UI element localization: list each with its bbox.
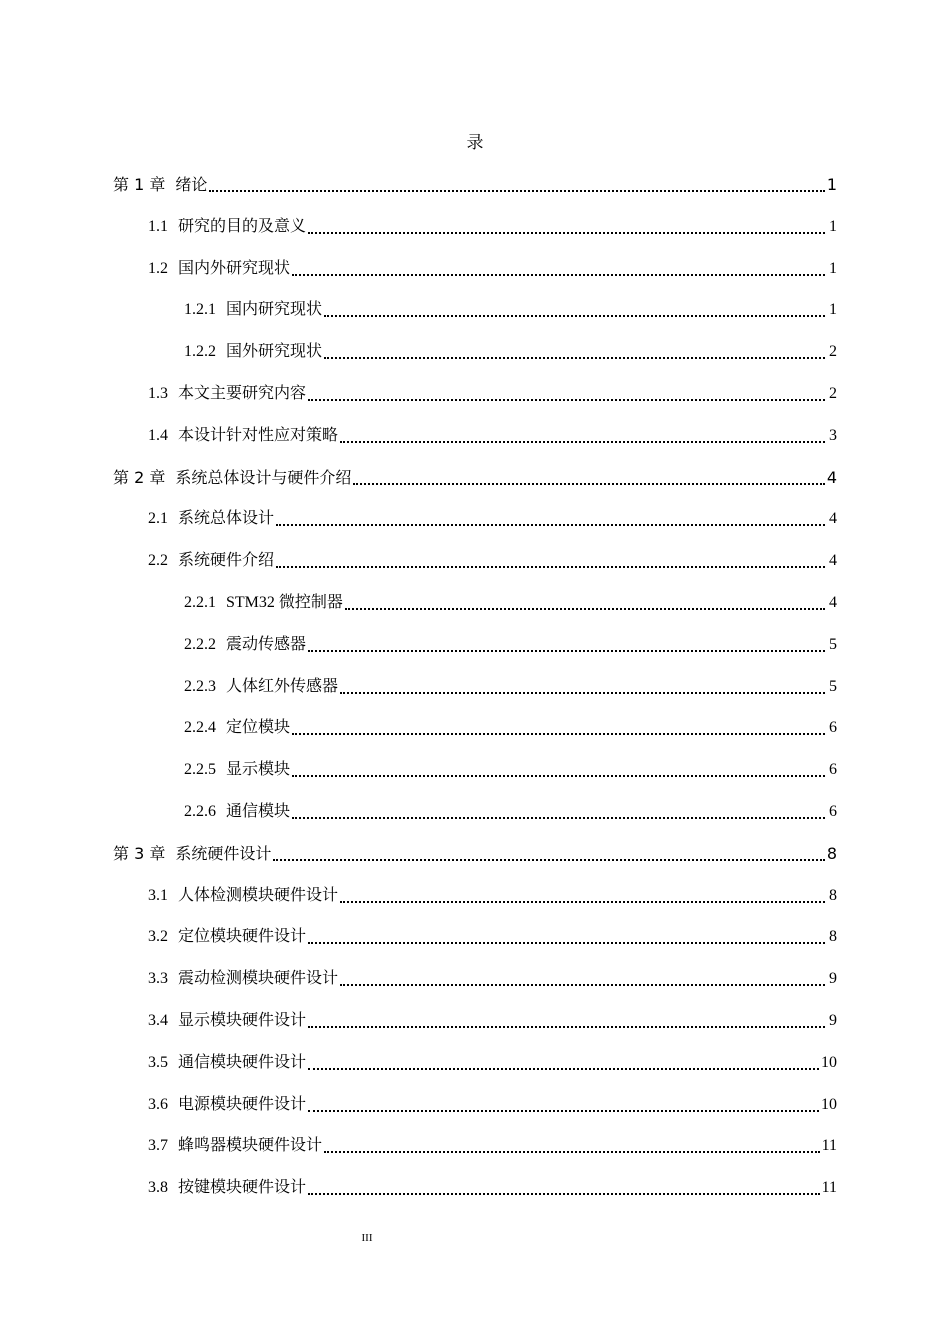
toc-entry[interactable] [113, 173, 837, 197]
toc-dot-leader [308, 1110, 819, 1112]
toc-entry-page: 9 [829, 1012, 837, 1029]
toc-dot-leader [340, 441, 825, 443]
toc-entry[interactable] [148, 1134, 837, 1158]
toc-entry-label: 国外研究现状 [226, 343, 323, 361]
toc-dot-leader [308, 1193, 820, 1195]
toc-entry-page: 1 [829, 217, 837, 235]
toc-entry-page: 11 [821, 1137, 837, 1155]
toc-entry-label: 显示模块 [226, 761, 291, 779]
toc-entry-number: 1.4 [148, 426, 168, 444]
toc-entry-number: 第 3 章 [113, 843, 166, 863]
toc-entry[interactable] [148, 1176, 837, 1200]
toc-entry-page: 1 [826, 175, 837, 194]
toc-entry-number: 第 2 章 [113, 467, 166, 487]
toc-entry-page: 3 [829, 426, 837, 444]
toc-entry-label: STM32 微控制器 [226, 594, 343, 611]
toc-entry[interactable] [148, 507, 837, 531]
toc-entry-label: 按键模块硬件设计 [178, 1179, 307, 1197]
toc-entry-number: 2.1 [148, 510, 168, 528]
toc-entry-page: 10 [821, 1053, 837, 1071]
toc-entry-page: 10 [821, 1095, 837, 1113]
toc-entry-number: 2.2.3 [184, 677, 216, 695]
toc-entry-page: 1 [829, 259, 837, 277]
toc-entry[interactable] [148, 967, 837, 991]
toc-entry[interactable] [184, 800, 837, 824]
toc-entry-page: 8 [829, 928, 837, 946]
toc-entry-number: 3.7 [148, 1137, 168, 1155]
toc-entry-number: 3.5 [148, 1053, 168, 1071]
toc-entry-page: 4 [829, 594, 837, 611]
toc-entry-label: 系统总体设计 [178, 510, 275, 528]
toc-entry-label: 系统总体设计与硬件介绍 [175, 467, 352, 487]
toc-entry-label: 震动检测模块硬件设计 [178, 970, 339, 988]
toc-dot-leader [340, 692, 825, 694]
toc-entry-page: 8 [829, 886, 837, 904]
toc-entry[interactable] [184, 716, 837, 740]
toc-entry-page: 4 [826, 467, 837, 487]
toc-entry[interactable] [184, 340, 837, 364]
toc-entry[interactable] [148, 1009, 837, 1033]
toc-entry-label: 蜂鸣器模块硬件设计 [178, 1137, 323, 1155]
toc-entry-number: 2.2.6 [184, 803, 216, 820]
toc-dot-leader [308, 942, 825, 944]
toc-entry-label: 系统硬件设计 [175, 843, 272, 863]
toc-entry-label: 定位模块硬件设计 [178, 928, 307, 946]
toc-dot-leader [353, 483, 824, 485]
toc-dot-leader [308, 232, 825, 234]
toc-entry-label: 定位模块 [226, 719, 291, 737]
toc-entry[interactable] [148, 1093, 837, 1117]
toc-entry-number: 1.1 [148, 217, 168, 235]
toc-entry[interactable] [184, 298, 837, 322]
toc-entry-number: 2.2.5 [184, 761, 216, 779]
toc-entry[interactable] [113, 842, 837, 866]
toc-entry-label: 国内研究现状 [226, 301, 323, 319]
toc-dot-leader [292, 817, 825, 819]
toc-entry-page: 6 [829, 761, 837, 779]
toc-entry-number: 1.2.1 [184, 301, 216, 319]
toc-dot-leader [308, 1068, 819, 1070]
toc-entry-label: 通信模块 [226, 803, 291, 820]
toc-entry[interactable] [184, 758, 837, 782]
toc-entry-page: 8 [826, 843, 837, 863]
toc-entry-label: 本文主要研究内容 [178, 385, 307, 402]
toc-entry-number: 3.2 [148, 928, 168, 946]
toc-dot-leader [276, 566, 825, 568]
toc-dot-leader [324, 1151, 820, 1153]
toc-entry-label: 通信模块硬件设计 [178, 1053, 307, 1071]
toc-dot-leader [308, 1026, 825, 1028]
toc-entry[interactable] [113, 466, 837, 490]
toc-entry[interactable] [148, 424, 837, 448]
toc-entry-number: 1.2.2 [184, 343, 216, 361]
toc-entry-page: 6 [829, 719, 837, 737]
toc-entry[interactable] [184, 633, 837, 657]
toc-entry-page: 6 [829, 803, 837, 820]
toc-dot-leader [324, 357, 825, 359]
toc-entry[interactable] [148, 257, 837, 281]
toc-entry[interactable] [148, 925, 837, 949]
toc-entry-label: 研究的目的及意义 [178, 217, 307, 235]
toc-entry-label: 绪论 [175, 175, 208, 194]
toc-entry-page: 4 [829, 510, 837, 528]
toc-entry-page: 5 [829, 677, 837, 695]
toc-entry-number: 2.2.2 [184, 635, 216, 653]
toc-entry-page: 1 [829, 301, 837, 319]
toc-dot-leader [276, 524, 825, 526]
toc-entry[interactable] [184, 675, 837, 699]
toc-entry[interactable] [148, 1051, 837, 1075]
toc-entry-number: 1.2 [148, 259, 168, 277]
toc-entry-page: 11 [821, 1179, 837, 1197]
toc-dot-leader [324, 315, 825, 317]
toc-entry-label: 电源模块硬件设计 [178, 1095, 307, 1113]
page-footer-number: III [361, 1232, 373, 1244]
toc-entry-number: 3.3 [148, 970, 168, 988]
toc-entry-number: 2.2 [148, 552, 168, 570]
toc-entry[interactable] [148, 549, 837, 573]
toc-dot-leader [308, 650, 825, 652]
toc-entry-number: 3.6 [148, 1095, 168, 1113]
toc-dot-leader [209, 190, 824, 192]
toc-entry-label: 显示模块硬件设计 [178, 1012, 307, 1029]
toc-entry-number: 3.8 [148, 1179, 168, 1197]
toc-entry-number: 3.1 [148, 886, 168, 904]
toc-dot-leader [308, 399, 825, 401]
toc-entry-page: 4 [829, 552, 837, 570]
toc-dot-leader [340, 901, 825, 903]
toc-dot-leader [345, 608, 825, 610]
toc-dot-leader [273, 859, 824, 861]
toc-entry[interactable] [184, 591, 837, 615]
toc-entry-page: 2 [829, 343, 837, 361]
toc-entry-label: 系统硬件介绍 [178, 552, 275, 570]
toc-entry[interactable] [148, 215, 837, 239]
toc-entry-number: 2.2.1 [184, 594, 216, 611]
toc-dot-leader [292, 274, 825, 276]
toc-entry[interactable] [148, 382, 837, 406]
toc-dot-leader [340, 984, 825, 986]
toc-entry-number: 2.2.4 [184, 719, 216, 737]
toc-entry-page: 5 [829, 635, 837, 653]
toc-entry-label: 人体检测模块硬件设计 [178, 886, 339, 904]
toc-entry-number: 第 1 章 [113, 175, 166, 194]
toc-entry-number: 3.4 [148, 1012, 168, 1029]
toc-entry-page: 9 [829, 970, 837, 988]
toc-entry-number: 1.3 [148, 385, 168, 402]
toc-title: 录 [466, 133, 484, 153]
toc-entry-label: 人体红外传感器 [226, 677, 339, 695]
toc-dot-leader [292, 775, 825, 777]
toc-entry[interactable] [148, 884, 837, 908]
toc-entry-label: 本设计针对性应对策略 [178, 426, 339, 444]
toc-entry-page: 2 [829, 385, 837, 402]
toc-dot-leader [292, 733, 825, 735]
toc-entry-label: 国内外研究现状 [178, 259, 291, 277]
toc-entry-label: 震动传感器 [226, 635, 307, 653]
